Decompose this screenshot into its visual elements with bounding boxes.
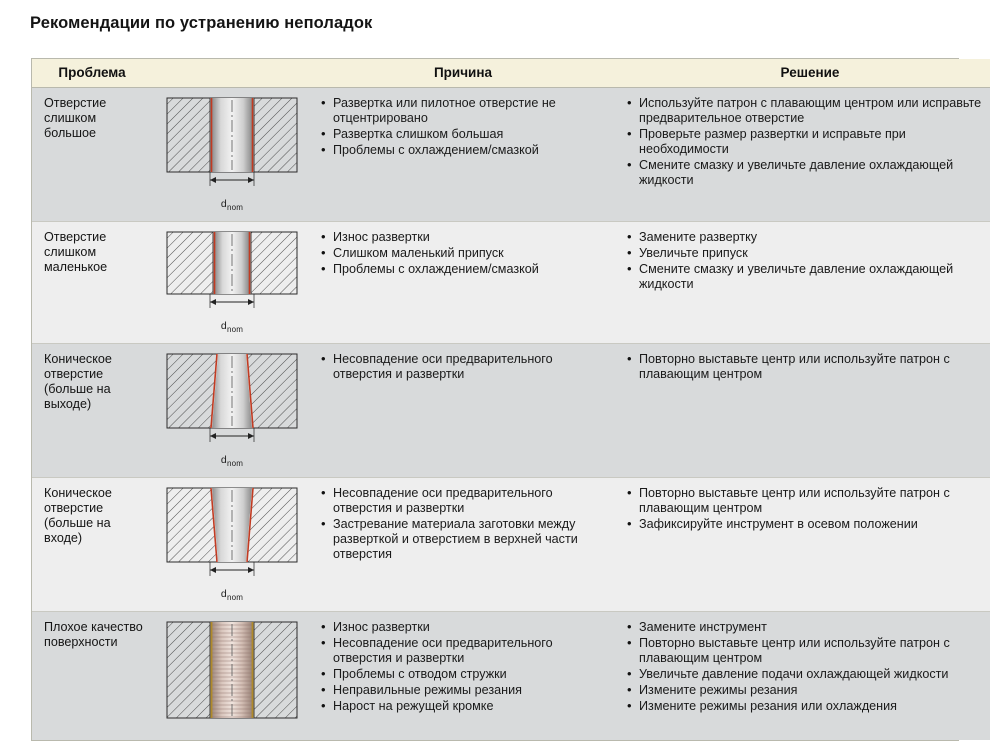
list-item: • Увеличьте давление подачи охлаждающей жидкости <box>626 667 990 682</box>
solution-list <box>626 486 990 532</box>
hole-too-large-diagram <box>165 96 299 215</box>
problem-label: Коническое отверстие (больше на входе) <box>44 486 112 546</box>
problem-cell <box>32 344 152 478</box>
header-solution: Решение <box>614 59 990 88</box>
list-item: • Зафиксируйте инструмент в осевом положении <box>626 517 990 532</box>
cause-list <box>320 620 604 714</box>
list-item: • Развертка слишком большая <box>320 127 604 142</box>
list-item: • Износ развертки <box>320 620 604 635</box>
list-item: • Повторно выставьте центр или используйте патрон с плавающим центром <box>626 486 990 516</box>
list-item: • Слишком маленький припуск <box>320 246 604 261</box>
cause-cell <box>312 88 614 222</box>
dimension-label: $d_{nom}$ <box>220 320 244 335</box>
header-figure <box>152 59 312 88</box>
cause-cell <box>312 222 614 344</box>
hole-too-small-svg <box>165 230 299 314</box>
problem-cell <box>32 222 152 344</box>
tapered-hole-exit-svg <box>165 352 299 448</box>
problem-cell <box>32 478 152 612</box>
problem-label: Плохое качество поверхности <box>44 620 143 650</box>
list-item: • Нарост на режущей кромке <box>320 699 604 714</box>
list-item: • Смените смазку и увеличьте давление охлаждающей жидкости <box>626 158 990 188</box>
dimension-label: $d_{nom}$ <box>220 454 244 469</box>
list-item: • Увеличьте припуск <box>626 246 990 261</box>
table-row <box>32 222 990 344</box>
table-body <box>32 88 990 741</box>
table-row <box>32 478 990 612</box>
table-header-row <box>32 59 990 88</box>
list-item: • Используйте патрон с плавающим центром или исправьте предварительное отверстие <box>626 96 990 126</box>
list-item: • Неправильные режимы резания <box>320 683 604 698</box>
problem-label: Отверстие слишком маленькое <box>44 230 108 275</box>
tapered-hole-entry-diagram <box>165 486 299 605</box>
problem-cell <box>32 88 152 222</box>
list-item: • Замените инструмент <box>626 620 990 635</box>
solution-cell <box>614 222 990 344</box>
troubleshooting-table-container <box>31 58 982 741</box>
list-item: • Несовпадение оси предварительного отверстия и развертки <box>320 486 604 516</box>
header-problem: Проблема <box>32 59 152 88</box>
table-header <box>32 59 990 88</box>
header-cause: Причина <box>312 59 614 88</box>
list-item: • Измените режимы резания или охлаждения <box>626 699 990 714</box>
cause-cell <box>312 478 614 612</box>
cause-cell <box>312 344 614 478</box>
list-item: • Проблемы с отводом стружки <box>320 667 604 682</box>
cause-list <box>320 230 604 277</box>
poor-surface-finish-svg <box>165 620 299 730</box>
tapered-hole-entry-svg <box>165 486 299 582</box>
solution-cell <box>614 88 990 222</box>
cause-cell <box>312 612 614 741</box>
figure-cell <box>152 344 312 478</box>
poor-surface-finish-diagram <box>165 620 299 734</box>
solution-cell <box>614 344 990 478</box>
solution-list <box>626 230 990 292</box>
solution-list <box>626 352 990 382</box>
problem-label: Коническое отверстие (больше на выходе) <box>44 352 112 412</box>
problem-label: Отверстие слишком большое <box>44 96 107 140</box>
cause-list <box>320 486 604 562</box>
figure-cell <box>152 478 312 612</box>
table-row <box>32 344 990 478</box>
problem-cell <box>32 612 152 741</box>
solution-list <box>626 96 990 188</box>
solution-list <box>626 620 990 714</box>
list-item: • Измените режимы резания <box>626 683 990 698</box>
troubleshooting-table <box>32 59 990 740</box>
solution-cell <box>614 612 990 741</box>
list-item: • Развертка или пилотное отверстие не отцентрировано <box>320 96 604 126</box>
list-item: • Проверьте размер развертки и исправьте при необходимости <box>626 127 990 157</box>
figure-cell <box>152 88 312 222</box>
list-item: • Проблемы с охлаждением/смазкой <box>320 143 604 158</box>
table-row <box>32 88 990 222</box>
list-item: • Смените смазку и увеличьте давление охлаждающей жидкости <box>626 262 990 292</box>
dimension-label: $d_{nom}$ <box>220 198 244 213</box>
cause-list <box>320 96 604 158</box>
list-item: • Проблемы с охлаждением/смазкой <box>320 262 604 277</box>
table-row <box>32 612 990 741</box>
page-title: Рекомендации по устранению неполадок <box>30 14 373 32</box>
hole-too-small-diagram <box>165 230 299 337</box>
list-item: • Износ развертки <box>320 230 604 245</box>
dimension-label: $d_{nom}$ <box>220 588 244 603</box>
list-item: • Несовпадение оси предварительного отверстия и развертки <box>320 636 604 666</box>
tapered-hole-exit-diagram <box>165 352 299 471</box>
cause-list <box>320 352 604 382</box>
list-item: • Несовпадение оси предварительного отверстия и развертки <box>320 352 604 382</box>
list-item: • Повторно выставьте центр или используйте патрон с плавающим центром <box>626 636 990 666</box>
figure-cell <box>152 222 312 344</box>
list-item: • Застревание материала заготовки между разверткой и отверстием в верхней части отверстия <box>320 517 604 562</box>
list-item: • Замените развертку <box>626 230 990 245</box>
solution-cell <box>614 478 990 612</box>
hole-too-large-svg <box>165 96 299 192</box>
figure-cell <box>152 612 312 741</box>
list-item: • Повторно выставьте центр или используйте патрон с плавающим центром <box>626 352 990 382</box>
